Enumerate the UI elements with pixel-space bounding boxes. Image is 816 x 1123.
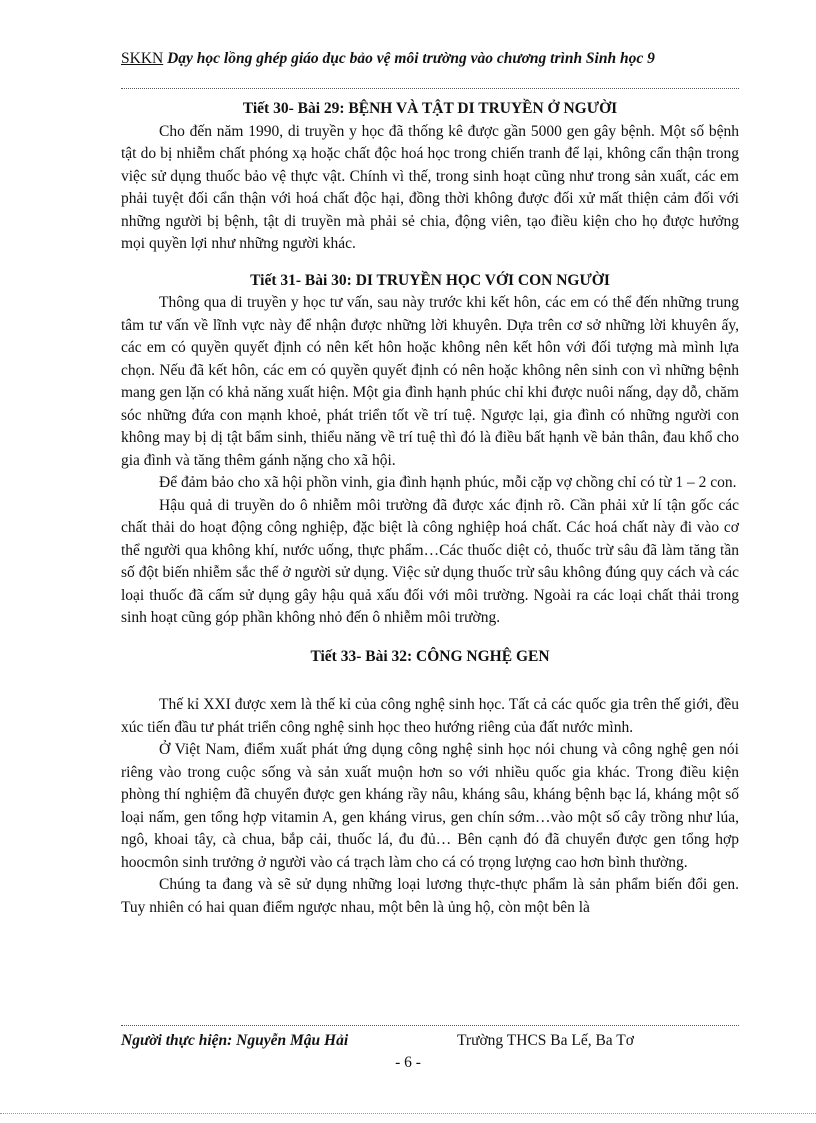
section-heading-bai-29: Tiết 30- Bài 29: BỆNH VÀ TẬT DI TRUYỀN Ở NGƯỜI bbox=[242, 100, 618, 117]
header-title: Dạy học lồng ghép giáo dục bảo vệ môi trường vào chương trình Sinh học 9 bbox=[167, 50, 655, 67]
paragraph: Thế kỉ XXI được xem là thế kỉ của công nghệ sinh học. Tất cả các quốc gia trên thế giới, đều xúc tiến đầu tư phát triển công nghệ sinh học theo hướng riêng của đất nước mình. bbox=[121, 696, 739, 736]
page-number: - 6 - bbox=[395, 1054, 421, 1071]
section-heading-bai-32: Tiết 33- Bài 32: CÔNG NGHỆ GEN bbox=[310, 647, 550, 665]
paragraph: Ở Việt Nam, điểm xuất phát ứng dụng công nghệ sinh học nói chung và công nghệ gen nói riêng vào trong cuộc sống và sản xuất muộn hơn so với nhiều quốc gia khác. Trong điều kiện phòng thí nghiệm đã chuyển được gen kháng rầy nâu, kháng sâu, kháng bệnh bạc lá, kháng một số loại nấm, gen tổng hợp vitamin A, gen kháng virus, gen chín sớm…vào một số cây trồng như lúa, ngô, khoai tây, cà chua, bắp cải, thuốc lá, đu đủ… Bên cạnh đó đã chuyển được gen tổng hợp hoocmôn sinh trưởng ở người vào cá trạch làm cho cá có trọng lượng cao hơn bình thường. bbox=[121, 741, 739, 871]
page-header bbox=[121, 50, 655, 68]
footer-author: Người thực hiện: Nguyễn Mậu Hải bbox=[121, 1032, 349, 1049]
paragraph: Thông qua di truyền y học tư vấn, sau này trước khi kết hôn, các em có thể đến những trung tâm tư vấn về lĩnh vực này để nhận được những lời khuyên. Dựa trên cơ sở những lời khuyên ấy, các em có quyền quyết định có nên kết hôn hoặc không nên kết hôn với đối tượng mà mình lựa chọn. Nếu đã kết hôn, các em có quyền quyết định có nên hoặc không nên sinh con vì những bệnh mang gen lặn có khả năng xuất hiện. Một gia đình hạnh phúc chỉ khi được nuôi nấng, dạy dỗ, chăm sóc những đứa con mạnh khoẻ, phát triển tốt về trí tuệ. Ngược lại, gia đình có những người con không may bị dị tật bẩm sinh, thiểu năng về trí tuệ thì đó là điều bất hạnh về bản thân, đau khổ cho gia đình và tăng thêm gánh nặng cho xã hội. bbox=[121, 294, 739, 469]
header-abbreviation: SKKN bbox=[121, 50, 164, 67]
footer-school: Trường THCS Ba Lế, Ba Tơ bbox=[457, 1032, 634, 1049]
page-content bbox=[121, 98, 739, 919]
paragraph: Chúng ta đang và sẽ sử dụng những loại lương thực-thực phẩm là sản phẩm biến đổi gen. Tuy nhiên có hai quan điểm ngược nhau, một bên là ủng hộ, còn một bên là bbox=[121, 876, 739, 916]
paragraph: Hậu quả di truyền do ô nhiễm môi trường đã được xác định rõ. Cần phải xử lí tận gốc các chất thải do hoạt động công nghiệp, đặc biệt là công nghiệp hoá chất. Các hoá chất này đi vào cơ thể người qua không khí, nước uống, thực phẩm…Các thuốc diệt cỏ, thuốc trừ sâu đã làm tăng tần số đột biến nhiễm sắc thể ở người sử dụng. Việc sử dụng thuốc trừ sâu không đúng quy cách và các loại thuốc đã cấm sử dụng gây hậu quả xấu đối với môi trường. Ngoài ra các loại chất thải trong sinh hoạt cũng góp phần không nhỏ đến ô nhiễm môi trường. bbox=[121, 496, 739, 626]
paragraph: Để đảm bảo cho xã hội phồn vinh, gia đình hạnh phúc, mỗi cặp vợ chồng chỉ có từ 1 – 2 con. bbox=[159, 474, 737, 491]
page-footer bbox=[121, 1032, 739, 1050]
page-edge-divider bbox=[0, 1113, 816, 1114]
footer-divider bbox=[121, 1025, 739, 1026]
header-divider bbox=[121, 88, 739, 89]
section-heading-bai-30: Tiết 31- Bài 30: DI TRUYỀN HỌC VỚI CON NGƯỜI bbox=[250, 271, 610, 289]
paragraph: Cho đến năm 1990, di truyền y học đã thống kê được gần 5000 gen gây bệnh. Một số bệnh tật do bị nhiễm chất phóng xạ hoặc chất độc hoá học trong chiến tranh để lại, không cẩn thận trong việc sử dụng thuốc bảo vệ thực vật. Chính vì thế, trong sinh hoạt cũng như trong sản xuất, các em phải tuyệt đối cẩn thận với hoá chất độc hại, đồng thời không được đối xử mất thiện cảm đối với những người bị bệnh, tật di truyền mà phải sẻ chia, động viên, tạo điều kiện cho họ được hưởng mọi quyền lợi như những người khác. bbox=[121, 122, 739, 252]
